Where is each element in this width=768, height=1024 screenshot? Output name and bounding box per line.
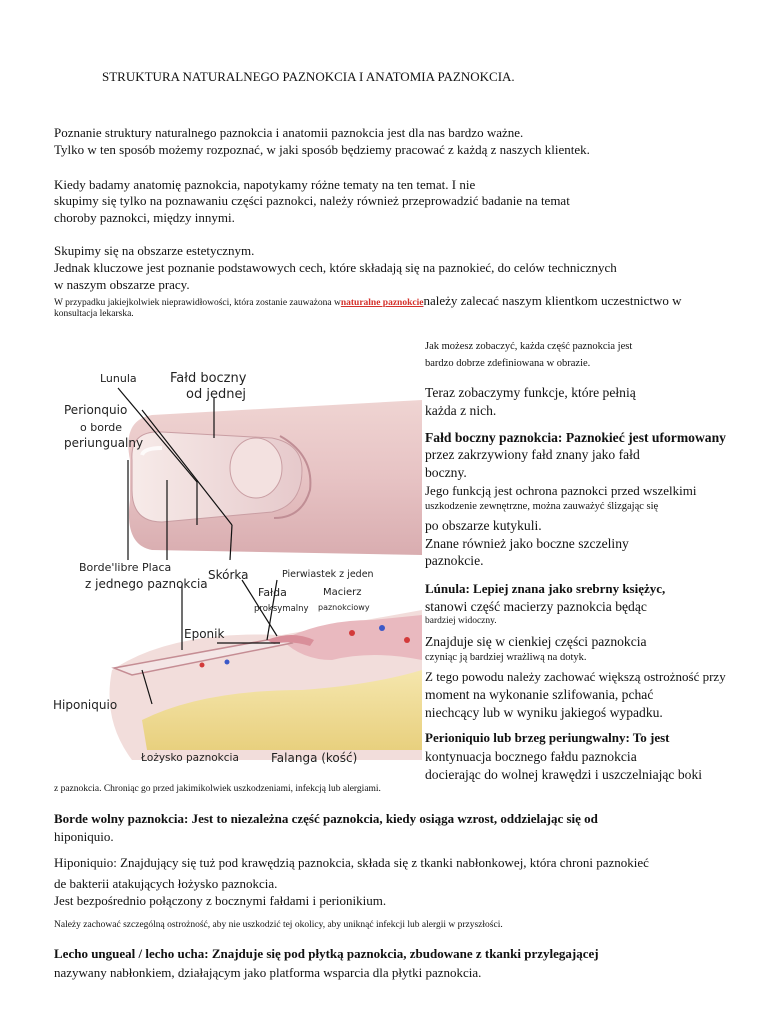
hiponiquio-line-1: Hiponiquio: Znajdujący się tuż pod krawędzią paznokcia, składa się z tkanki nabłonkowej, która chroni paznokieć — [54, 855, 649, 870]
lecho-line-2: nazywany nabłonkiem, działającym jako platforma wsparcia dla płytki paznokcia. — [54, 965, 482, 980]
lecho-heading: Lecho ungueal / lecho ucha: Znajduje się pod płytką paznokcia, zbudowane z tkanki przylegającej — [54, 946, 599, 961]
natural-nails-link[interactable]: naturalne paznokcie — [340, 298, 424, 308]
intro-p4-small: W przypadku jakiejkolwiek nieprawidłowości, która zostanie zauważona w — [54, 298, 341, 308]
hiponiquio-line-3: Jest bezpośrednio połączony z bocznymi fałdami i perionikium. — [54, 893, 387, 908]
side-line-19: moment na wykonanie szlifowania, pchać — [425, 687, 654, 702]
intro-p4-rest: należy zalecać naszym klientkom uczestnictwo w — [423, 293, 682, 308]
intro-p3-line3: w naszym obszarze pracy. — [54, 277, 190, 292]
label-fald-boczny-1: Fałd boczny — [170, 371, 247, 386]
intro-p2-line2: skupimy się tylko na poznawaniu części paznokci, należy również przeprowadzić badanie na temat — [54, 193, 570, 208]
note-line: Należy zachować szczególną ostrożność, aby nie uszkodzić tej okolicy, aby uniknąć infekcji lub alergii w przyszłości. — [54, 920, 503, 930]
label-borde-1: Borde'libre Placa — [79, 561, 172, 574]
side-line-17: czyniąc ją bardziej wrażliwą na dotyk. — [425, 652, 587, 663]
side-line-11: Znane również jako boczne szczeliny — [425, 536, 629, 551]
borde-line-2: hiponiquio. — [54, 829, 114, 844]
hiponiquio-line-2: de bakterii atakujących łożysko paznokcia. — [54, 876, 278, 891]
finger-top-view — [128, 400, 422, 555]
label-lozysko: Łożysko paznokcia — [141, 752, 239, 764]
intro-p2-line3: choroby paznokci, między innymi. — [54, 210, 235, 225]
side-line-7: boczny. — [425, 465, 467, 480]
intro-p4-line2: konsultacja lekarska. — [54, 309, 134, 319]
side-line-8: Jego funkcją jest ochrona paznokci przed wszelkimi — [425, 483, 697, 498]
label-pierwiastek: Pierwiastek z jeden — [282, 569, 374, 580]
label-borde-2: z jednego paznokcia — [85, 577, 208, 591]
side-line-22: kontynuacja bocznego fałdu paznokcia — [425, 749, 637, 764]
label-macierz-2: paznokciowy — [318, 603, 370, 612]
label-falanga: Falanga (kość) — [271, 751, 358, 765]
side-line-5: Fałd boczny paznokcia: Paznokieć jest uformowany — [425, 430, 726, 445]
borde-heading: Borde wolny paznokcia: Jest to niezależna część paznokcia, kiedy osiąga wzrost, oddzielając się od — [54, 811, 598, 826]
side-line-6: przez zakrzywiony fałd znany jako fałd — [425, 447, 640, 462]
label-perioniquio-1: Perionquio — [64, 403, 128, 417]
intro-p3-line1: Skupimy się na obszarze estetycznym. — [54, 243, 255, 258]
side-line-13: Lúnula: Lepiej znana jako srebrny księżyc, — [425, 581, 666, 596]
side-line-23: docierając do wolnej krawędzi i uszczelniając boki — [425, 767, 703, 782]
label-perioniquio-3: periungualny — [64, 436, 144, 450]
page-title: STRUKTURA NATURALNEGO PAZNOKCIA I ANATOMIA PAZNOKCIA. — [102, 69, 515, 84]
side-line-16: Znajduje się w cienkiej części paznokcia — [425, 634, 647, 649]
nail-cross-section — [110, 610, 423, 760]
intro-p2-line1: Kiedy badamy anatomię paznokcia, napotykamy różne tematy na ten temat. I nie — [54, 177, 476, 192]
side-line-9: uszkodzenie zewnętrzne, można zauważyć ślizgając się — [425, 501, 659, 512]
label-skorka: Skórka — [208, 568, 249, 582]
intro-p1-line2: Tylko w ten sposób możemy rozpoznać, w jaki sposób będziemy pracować z każdą z naszych klientek. — [54, 142, 590, 157]
side-line-3: Teraz zobaczymy funkcje, które pełnią — [425, 385, 636, 400]
side-line-20: niechcący lub w wyniku jakiegoś wypadku. — [425, 705, 663, 720]
side-line-4: każda z nich. — [425, 403, 497, 418]
side-line-21: Perioniquio lub brzeg periungwalny: To jest — [425, 730, 670, 745]
side-line-2: bardzo dobrze zdefiniowana w obrazie. — [425, 358, 591, 369]
label-macierz-1: Macierz — [323, 587, 362, 598]
label-eponik: Eponik — [184, 627, 225, 641]
label-hiponiquio: Hiponiquio — [53, 698, 118, 712]
side-line-15: bardziej widoczny. — [425, 616, 497, 626]
bottom-line-1: z paznokcia. Chroniąc go przed jakimikolwiek uszkodzeniami, infekcją lub alergiami. — [54, 784, 381, 794]
intro-p4-line1 — [54, 292, 682, 310]
side-line-18: Z tego powodu należy zachować większą ostrożność przy — [425, 669, 726, 684]
label-fald-boczny-2: od jednej — [186, 387, 247, 402]
label-perioniquio-2: o borde — [80, 421, 123, 434]
side-line-14: stanowi część macierzy paznokcia będąc — [425, 599, 647, 614]
side-line-12: paznokcie. — [425, 553, 484, 568]
side-line-1: Jak możesz zobaczyć, każda część paznokcia jest — [425, 341, 633, 352]
nail-anatomy-figure — [52, 340, 422, 780]
label-falda-2: proksymalny — [254, 604, 309, 614]
intro-p3-line2: Jednak kluczowe jest poznanie podstawowych cech, które składają się na paznokieć, do celów technicznych — [54, 260, 617, 275]
label-lunula: Lunula — [100, 372, 137, 385]
intro-p1-line1: Poznanie struktury naturalnego paznokcia i anatomii paznokcia jest dla nas bardzo ważne. — [54, 125, 524, 140]
side-line-10: po obszarze kutykuli. — [425, 518, 542, 533]
label-falda-1: Fałda — [258, 586, 287, 599]
